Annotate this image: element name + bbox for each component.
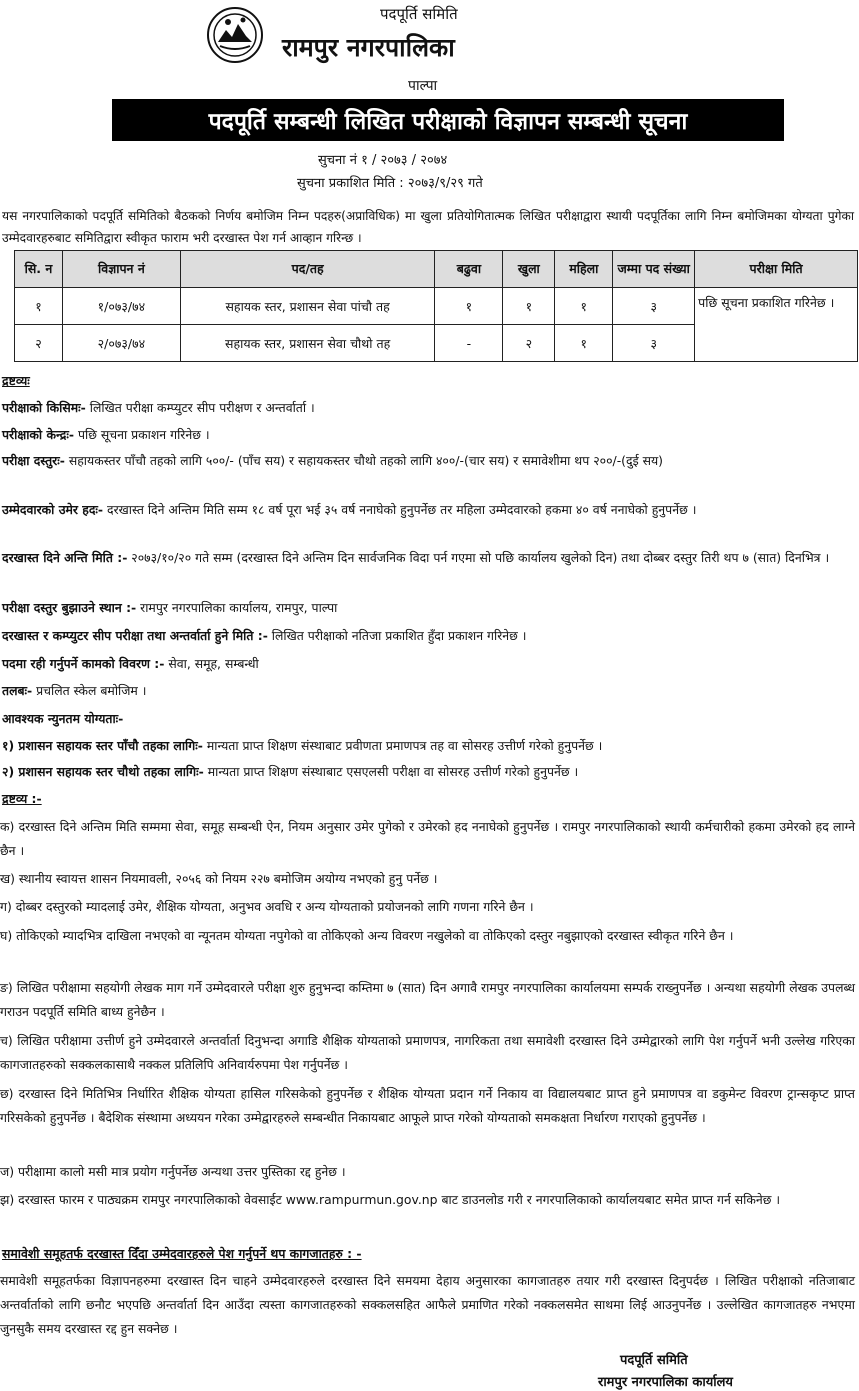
detail-item (2, 449, 854, 473)
detail-item (2, 498, 854, 522)
exam-date-cell: पछि सूचना प्रकाशित गरिनेछ । (695, 288, 858, 362)
table-row (15, 288, 858, 325)
col-header: सि. न (15, 251, 63, 288)
qualification-label: १) प्रशासन सहायक स्तर पाँचौ तहका लागिः- (2, 738, 203, 753)
detail-label: परीक्षा दस्तुर बुझाउने स्थान :- (2, 600, 137, 615)
note-item: क) दरखास्त दिने अन्तिम मिति सम्ममा सेवा, समूह सम्बन्धी ऐन, नियम अनुसार उमेर पुगेको र उमेरको हद ननाघेको हुनुपर्नेछ । रामपुर नगरपालिकाको स्थायी कर्मचारीको हकमा उमेरको हद लाग्ने छैन । (0, 819, 855, 858)
office-name: रामपुर नगरपालिका (282, 33, 455, 62)
table-cell: १ (503, 288, 555, 325)
qualification-heading: आवश्यक न्युनतम योग्यताः- (2, 711, 124, 726)
table-cell: १ (15, 288, 63, 325)
note-item: ख) स्थानीय स्वायत्त शासन नियमावली, २०५६ को नियम २२७ बमोजिम अयोग्य नभएको हुनु पर्नेछ । (0, 871, 438, 886)
table-cell: - (435, 325, 503, 362)
detail-label: पदमा रही गर्नुपर्ने कामको विवरण :- (2, 656, 165, 671)
note-item: च) लिखित परीक्षामा उत्तीर्ण हुने उम्मेदवारले अन्तर्वार्ता दिनुभन्दा अगाडि शैक्षिक योग्यताको प्रमाणपत्र, नागरिकता तथा समावेशी दरखास्त दिने उम्मेद्वारको लागि पेश गर्नुपर्ने भनी उल्लेख गरिएका कागजातहरुको सक्कलकासाथै नक्कल प्रतिलिपि अनिवार्यरुपमा पेश गर्नुपर्नेछ । (0, 1033, 855, 1072)
detail-item (2, 546, 854, 570)
detail-item (2, 652, 854, 676)
note-item: झ) दरखास्त फारम र पाठ्यक्रम रामपुर नगरपालिकाको वेवसाईट www.rampurmun.gov.np बाट डाउनलोड गरी र नगरपालिकाको कार्यालयबाट समेत प्राप्त गर्न सकिनेछ । (0, 1192, 781, 1207)
detail-label: दरखास्त दिने अन्ति मिति :- (2, 550, 128, 565)
col-header: परीक्षा मिति (695, 251, 858, 288)
table-cell: १/०७३/७४ (62, 288, 180, 325)
signature-committee: पदपूर्ति समिति (620, 1353, 688, 1368)
notes-heading: द्रष्टव्यः (2, 373, 30, 388)
table-cell: १ (555, 325, 613, 362)
intro-paragraph: यस नगरपालिकाको पदपूर्ति समितिको बैठकको निर्णय बमोजिम निम्न पदहरु(अप्राविधिक) मा खुला प्रतियोगितात्मक लिखित परीक्षाद्वारा स्थायी पदपूर्तिका लागि निम्न बमोजिमका योग्यता पुगेका उम्मेदवारहरुबाट समितिद्वारा स्वीकृत फाराम भरी दरखास्त पेश गर्न आव्हान गरिन्छ । (2, 209, 854, 245)
committee-heading: पदपूर्ति समिति (380, 5, 458, 23)
detail-text: पछि सूचना प्रकाशन गरिनेछ । (74, 427, 210, 442)
col-header: बढुवा (435, 251, 503, 288)
detail-item (2, 396, 854, 420)
table-cell: १ (435, 288, 503, 325)
vacancy-table (14, 250, 858, 362)
note-item: ज) परीक्षामा कालो मसी मात्र प्रयोग गर्नुपर्नेछ अन्यथा उत्तर पुस्तिका रद्द हुनेछ । (0, 1164, 346, 1179)
detail-text: प्रचलित स्केल बमोजिम । (32, 683, 147, 698)
detail-item (2, 624, 854, 648)
signature-office: रामपुर नगरपालिका कार्यालय (598, 1375, 733, 1390)
note-item: ङ) लिखित परीक्षामा सहयोगी लेखक माग गर्ने उम्मेदवारले परीक्षा शुरु हुनुभन्दा कम्तिमा ७ (सात) दिन अगावै रामपुर नगरपालिका कार्यालयमा सम्पर्क राख्नुपर्नेछ । अन्यथा सहयोगी लेखक उपलब्ध गराउन पदपूर्ति समिति बाध्य हुनेछैन । (0, 980, 855, 1019)
notice-date: सुचना प्रकाशित मिति : २०७३/९/२९ गते (297, 176, 483, 191)
detail-label: उम्मेदवारको उमेर हदः- (2, 502, 104, 517)
table-header-row (15, 251, 858, 288)
table-cell: २ (15, 325, 63, 362)
table-cell: ३ (613, 325, 695, 362)
notice-number: सुचना नं १ / २०७३ / २०७४ (318, 153, 448, 168)
detail-text: सेवा, समूह, सम्बन्धी (164, 656, 259, 671)
detail-item (2, 679, 854, 703)
table-cell: १ (555, 288, 613, 325)
detail-text: सहायकस्तर पाँचौ तहको लागि ५००/- (पाँच सय) र सहायकस्तर चौथो तहको लागि ४००/-(चार सय) र समावेशीमा थप २००/-(दुई सय) (64, 453, 663, 468)
notes2-heading: द्रष्टव्य :- (2, 791, 42, 806)
col-header: विज्ञापन नं (62, 251, 180, 288)
detail-label: दरखास्त र कम्प्युटर सीप परीक्षा तथा अन्तर्वार्ता हुने मिति :- (2, 628, 268, 643)
detail-label: परीक्षाको केन्द्रः- (2, 427, 75, 442)
table-cell: २/०७३/७४ (62, 325, 180, 362)
detail-label: तलबः- (2, 683, 33, 698)
nepal-emblem-icon (206, 6, 264, 64)
table-cell: सहायक स्तर, प्रशासन सेवा पांचौ तह (180, 288, 435, 325)
col-header: महिला (555, 251, 613, 288)
qualification-label: २) प्रशासन सहायक स्तर चौथो तहका लागिः- (2, 764, 204, 779)
col-header: पद/तह (180, 251, 435, 288)
qualification-item (2, 734, 854, 758)
detail-text: रामपुर नगरपालिका कार्यालय, रामपुर, पाल्पा (136, 600, 338, 615)
district-name: पाल्पा (408, 78, 438, 94)
detail-text: लिखित परीक्षाको नतिजा प्रकाशित हुँदा प्रकाशन गरिनेछ । (267, 628, 527, 643)
table-cell: ३ (613, 288, 695, 325)
col-header: जम्मा पद संख्या (613, 251, 695, 288)
qualification-item (2, 760, 854, 784)
detail-label: परीक्षाको किसिमः- (2, 400, 86, 415)
note-item: छ) दरखास्त दिने मितिभित्र निर्धारित शैक्षिक योग्यता हासिल गरिसकेको हुनुपर्नेछ र शैक्षिक योग्यता प्रदान गर्ने निकाय वा विद्यालयबाट प्राप्त हुने प्रमाणपत्र वा डकुमेन्ट विवरण ट्रान्सकृप्ट प्राप्त गरिसकेको हुनुपर्नेछ । बैदेशिक संस्थामा अध्ययन गरेका उम्मेद्वारहरुले सम्बन्धीत निकायबाट आफूले प्राप्त गरेको योग्यताको समकक्षता निर्धारण गराएको हुनुपर्नेछ । (0, 1086, 855, 1125)
note-item: घ) तोकिएको म्यादभित्र दाखिला नभएको वा न्यूनतम योग्यता नपुगेको वा तोकिएको अन्य विवरण नखुलेको वा तोकिएको दस्तुर नबुझाएको दरखास्त स्वीकृत गरिने छैन । (0, 928, 734, 943)
qualification-text: मान्यता प्राप्त शिक्षण संस्थाबाट प्रवीणता प्रमाणपत्र तह वा सोसरह उत्तीर्ण गरेको हुनुपर्नेछ । (202, 738, 603, 753)
detail-text: दरखास्त दिने अन्तिम मिति सम्म १८ वर्ष पूरा भई ३५ वर्ष ननाघेको हुनुपर्नेछ तर महिला उम्मेदवारको हकमा ४० वर्ष ननाघेको हुनुपर्नेछ । (103, 502, 697, 517)
inclusive-heading: समावेशी समूहतर्फ दरखास्त दिँदा उम्मेदवारहरुले पेश गर्नुपर्ने थप कागजातहरु : - (2, 1246, 362, 1261)
col-header: खुला (503, 251, 555, 288)
qualification-text: मान्यता प्राप्त शिक्षण संस्थाबाट एसएलसी परीक्षा वा सोसरह उत्तीर्ण गरेको हुनुपर्नेछ । (203, 764, 579, 779)
detail-item (2, 423, 854, 447)
detail-text: २०७३/१०/२० गते सम्म (दरखास्त दिने अन्तिम दिन सार्वजनिक विदा पर्न गएमा सो पछि कार्यालय खुलेको दिन) तथा दोब्बर दस्तुर तिरी थप ७ (सात) दिनभित्र । (127, 550, 830, 565)
note-item: ग) दोब्बर दस्तुरको म्यादलाई उमेर, शैक्षिक योग्यता, अनुभव अवधि र अन्य योग्यताको प्रयोजनको लागि गणना गरिने छैन । (0, 899, 534, 914)
detail-text: लिखित परीक्षा कम्प्युटर सीप परीक्षण र अन्तर्वार्ता । (85, 400, 315, 415)
inclusive-paragraph: समावेशी समूहतर्फका विज्ञापनहरुमा दरखास्त दिन चाहने उम्मेदवारहरुले दरखास्त दिने समयमा देहाय अनुसारका कागजातहरु तयार गरी दरखास्त दिनुपर्दछ । लिखित परीक्षाको नतिजाबाट अन्तर्वार्ताको लागि छनौट भएपछि अन्तर्वार्ता दिन आउँदा त्यस्ता कागजातहरुको सक्कलसहित आफैले प्रमाणित गरेको नक्कलसमेत साथमा लिई आउनुपर्नेछ । उल्लेखित कागजातहरु नभएमा जुनसुकै समय दरखास्त रद्द हुन सक्नेछ । (0, 1273, 855, 1336)
detail-label: परीक्षा दस्तुरः- (2, 453, 65, 468)
table-cell: २ (503, 325, 555, 362)
detail-item (2, 596, 854, 620)
notice-banner: पदपूर्ति सम्बन्धी लिखित परीक्षाको विज्ञापन सम्बन्धी सूचना (112, 99, 784, 141)
table-cell: सहायक स्तर, प्रशासन सेवा चौथो तह (180, 325, 435, 362)
